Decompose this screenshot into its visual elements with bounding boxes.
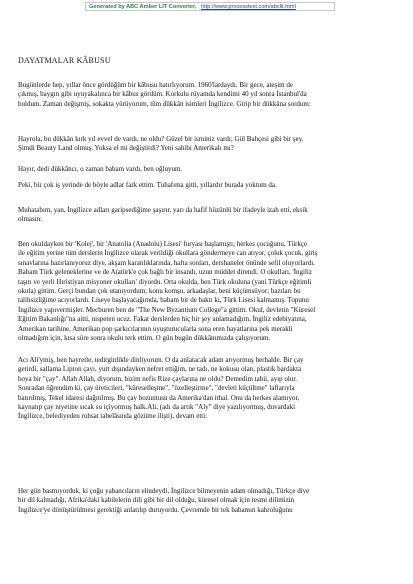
paragraph-line: batırılmış, Tekel idaresi dağıtılmış. Bu çay bozuntusu da Amerika'dan ithal. Onu da herkes alamıyor, bbox=[18, 393, 300, 402]
paragraph-line: Ben okuldayken bir 'Kolej', bir 'Anatolia (Anadolu) Lisesi' furyası başlamıştı; herkes çocuğunu, Türkçe bbox=[18, 240, 308, 248]
document-title: DAYATMALAR KÂBUSU bbox=[18, 56, 111, 65]
paragraph-line: olmadığım için, kısa süre sonra okulu terk ettim. O gün bugün dükkânımızda çalışıyorum. bbox=[18, 334, 271, 343]
paragraph-line: İngilizce yapıvermişler. Mecburen ben de "The New Byzantium College"a gittim. Okul, devletin "Küresel bbox=[18, 305, 316, 314]
paragraph bbox=[18, 240, 398, 343]
paragraph bbox=[18, 206, 398, 225]
paragraph-line: Hayrola, bu dükkân kırk yıl evvel de vardı, ne oldu? Güzel bir isminiz vardı; Gül Bahçesi gibi bir şey. bbox=[18, 135, 304, 143]
paragraph-line: Her gün basmıyorduk, ki çoğu yabancıların elindeydi, İngilizce bilmeyenin adam olmadığı, Türkçe diye bbox=[18, 487, 310, 495]
paragraph-line: okula) gittim. Gerçi bundan çok utanıyordum; konu komşu, arkadaşlar, beni küçümsüyor; bazıları bu bbox=[18, 287, 301, 296]
paragraph-line: taşıtı ve yerli Hıristiyan misyoner okulları' diyordu. Orta okulda, ben Türk okuluna (yani Türkçe eğitimli bbox=[18, 277, 312, 286]
paragraph bbox=[18, 487, 398, 515]
paragraph-line: kaynatıp çay niyetine sıcak su içiyormuş halk.Ali, (adı da artık "Aly" diye yazılıyormuş, duvardaki bbox=[18, 403, 296, 412]
paragraph-line: Eğitim Bakanlığı"na aitti, nispeten ucuz. Fakat derslerden hiç bir şey anlamadığım, İngiliz edebiyatına, bbox=[18, 315, 307, 324]
paragraph-line: Sonradan öğrendim ki, çay üreticileri, "küreselleşme", "özelleştirme", "devleti küçültme" laflarıyla bbox=[18, 384, 295, 393]
paragraph-line: İngilizce'ye dönüştürülmesi gerektiği anlatılıp duruyordu. Çevremde bir tek babamın kahroluğunu bbox=[18, 505, 293, 514]
paragraph-line: getirdi, sallama Lipton çayı, yurt dışındayken nefret ettiğim, ne tadı, ne kokusu olan, plastik bardakta bbox=[18, 365, 302, 374]
paragraph bbox=[18, 81, 398, 109]
paragraph-line: boya bir "çay". Allah Allah, diyorum, bizim nefis Rize çaylarına ne oldu? Demedim tabii, ayıp olur. bbox=[18, 374, 298, 383]
converter-banner bbox=[85, 2, 335, 11]
paragraph-line: sınavlarına hazırlanıyoruz diye, akşam karanlıklarında, hafta sonları, dershaneler önünde sefil oluyorlardı. bbox=[18, 258, 316, 267]
paragraph-line: Babam Türk geleneklerine ve de Atatürk'e çok bağlı bir insandı, uzun müddet direndi. O okulları, 'İngiliz bbox=[18, 268, 312, 277]
paragraph-line: çıkmış, baygın gibi uyuyakalınca bir kâbus gördüm. Korkulu rüyamda kendimi 40 yıl sonra İstanbul'da bbox=[18, 90, 307, 99]
generator-text: Generated by ABC Amber LIT Converter, bbox=[89, 4, 197, 10]
paragraph-line: talihsizliğime acıyorlardı. Liseye başlayacağımda, babam bir de baktı ki, Türk Lisesi kalmamış. Topunu bbox=[18, 296, 309, 305]
paragraph-line: bir dil kalmadığı, Afrika'daki kabilelerin dili gibi bir dil olduğu, küresel olmak için resmi dilimizin bbox=[18, 496, 295, 505]
paragraph bbox=[18, 135, 398, 154]
paragraph-line: Peki, bir çok iş yerinde de böyle adlar fark ettim. Tuhafıma gitti, yıllardır burada yoktum da. bbox=[18, 181, 277, 189]
paragraph-line: ile eğitim yerine tüm derslerin İngilizce olarak verildiği okullara göndermeye can atıyor, çoluk çocuk, giriş bbox=[18, 249, 318, 258]
paragraph-line: Muhatabım, yan, İngilizce adları garipsediğime şaşırır, yarı da hafif hüzünlü bir ifadeyle izah etti, eksik bbox=[18, 206, 308, 214]
paragraph-line: İngilizce, belediyeden ruhsat tabelâsında gözüme ilişti), devam etti: bbox=[18, 412, 208, 421]
paragraph-line: Amerikan tarihine, Amerikan pop şarkıcılarının uyuşturucularla sona eren hayatlarına pek merakli bbox=[18, 324, 293, 333]
paragraph bbox=[18, 356, 398, 422]
paragraph-line: Hayır, dedi dükkâncı, o zaman babam vardı, ben oğluyum. bbox=[18, 165, 183, 173]
paragraph-line: olmasın: bbox=[18, 215, 43, 224]
converter-link[interactable]: http://www.processtext.com/abclit.html bbox=[201, 4, 296, 10]
paragraph-line: Acı Ali'ymiş, ben hayretle, tedirginlikle dinliyorum. O da anlatacak adam arıyormuş herhalde. Bir çay bbox=[18, 356, 304, 364]
paragraph-line: Şimdi Beauty Land olmuş. Yoksa el mi değiştirdi? Yeni sahibi Amerikalı mı? bbox=[18, 144, 234, 153]
paragraph bbox=[18, 165, 398, 174]
paragraph bbox=[18, 181, 398, 190]
paragraph-line: buldum. Zaman değişmiş, sokakta yürüyorum, tüm dükkân isimleri İngilizce. Girip bir dükkâna sordum: bbox=[18, 99, 311, 108]
paragraph-line: Bugünlerde hep, yıllar önce gördüğüm bir kâbusu hatırlıyorum. 1960'lardaydı. Bir gece, ateşim de bbox=[18, 81, 293, 89]
